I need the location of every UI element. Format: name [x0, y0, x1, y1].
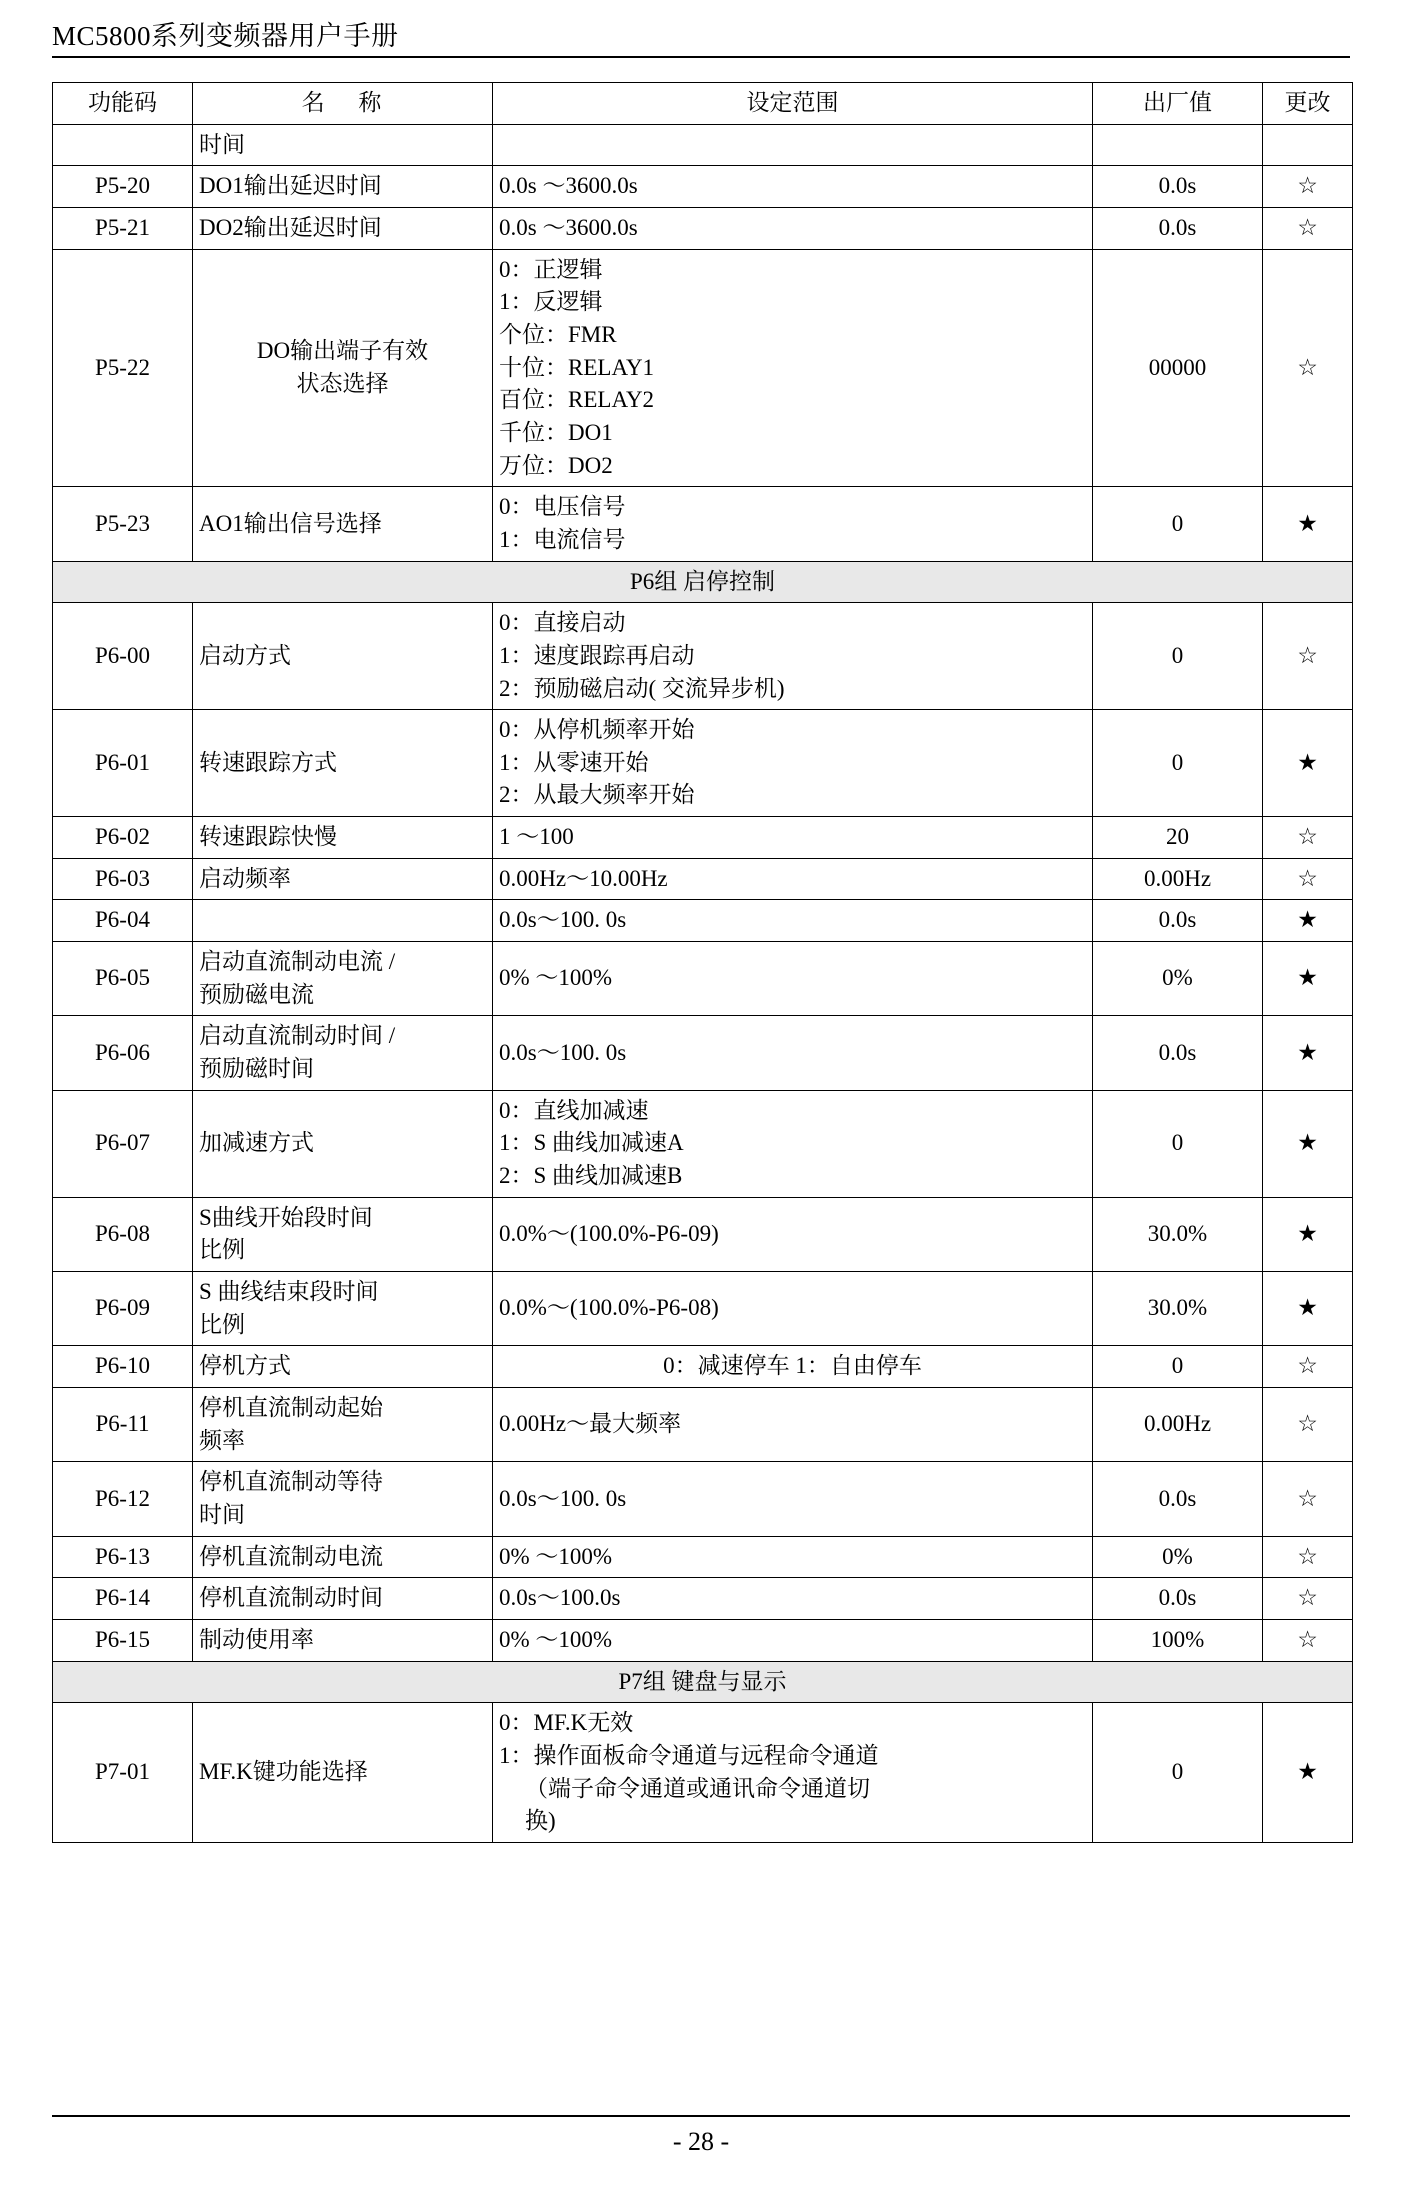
page-footer: [52, 2115, 1350, 2157]
cell-change-flag: ★: [1263, 487, 1353, 561]
cell-change-flag: ★: [1263, 1703, 1353, 1843]
cell-name: MF.K键功能选择: [193, 1703, 493, 1843]
cell-change-flag: ☆: [1263, 249, 1353, 487]
cell-change-flag: ☆: [1263, 1619, 1353, 1661]
footer-divider: [52, 2115, 1350, 2117]
cell-setting-range: 0.0s ～3600.0s: [493, 166, 1093, 208]
column-header-code: 功能码: [53, 83, 193, 125]
table-body: [53, 124, 1353, 1842]
table-header-row: [53, 83, 1353, 125]
cell-setting-range: 0.0%～(100.0%-P6-09): [493, 1197, 1093, 1271]
cell-change-flag: ☆: [1263, 817, 1353, 859]
cell-setting-range: 0：MF.K无效 1：操作面板命令通道与远程命令通道 （端子命令通道或通讯命令通道切 换): [493, 1703, 1093, 1843]
cell-function-code: P6-07: [53, 1090, 193, 1197]
cell-name: 转速跟踪快慢: [193, 817, 493, 859]
cell-change-flag: ★: [1263, 710, 1353, 817]
cell-setting-range: 0% ～100%: [493, 1536, 1093, 1578]
cell-factory-default: 20: [1093, 817, 1263, 859]
cell-function-code: P6-08: [53, 1197, 193, 1271]
page-header: [52, 0, 1350, 54]
cell-function-code: P6-05: [53, 942, 193, 1016]
cell-function-code: [53, 124, 193, 166]
cell-name: 启动直流制动电流 / 预励磁电流: [193, 942, 493, 1016]
cell-setting-range: 0：电压信号 1：电流信号: [493, 487, 1093, 561]
cell-function-code: P6-15: [53, 1619, 193, 1661]
cell-change-flag: ☆: [1263, 603, 1353, 710]
cell-change-flag: ☆: [1263, 166, 1353, 208]
cell-setting-range: 0.0s～100. 0s: [493, 1462, 1093, 1536]
cell-function-code: P6-10: [53, 1346, 193, 1388]
cell-factory-default: 0: [1093, 1090, 1263, 1197]
cell-factory-default: 00000: [1093, 249, 1263, 487]
cell-factory-default: 0.00Hz: [1093, 858, 1263, 900]
cell-name: 启动直流制动时间 / 预励磁时间: [193, 1016, 493, 1090]
cell-name: S曲线开始段时间 比例: [193, 1197, 493, 1271]
table-row: [53, 1346, 1353, 1388]
cell-name: 转速跟踪方式: [193, 710, 493, 817]
cell-change-flag: ★: [1263, 1197, 1353, 1271]
table-row: [53, 942, 1353, 1016]
cell-name: S 曲线结束段时间 比例: [193, 1272, 493, 1346]
column-header-name: [193, 83, 493, 125]
cell-change-flag: ☆: [1263, 1387, 1353, 1461]
cell-setting-range: 0.00Hz～最大频率: [493, 1387, 1093, 1461]
table-row: [53, 487, 1353, 561]
table-row: [53, 207, 1353, 249]
column-header-default: 出厂值: [1093, 83, 1263, 125]
cell-factory-default: 0.0s: [1093, 1016, 1263, 1090]
cell-name: DO输出端子有效 状态选择: [193, 249, 493, 487]
cell-change-flag: ★: [1263, 1016, 1353, 1090]
cell-setting-range: 0.0s～100. 0s: [493, 1016, 1093, 1090]
cell-function-code: P6-11: [53, 1387, 193, 1461]
table-row: [53, 1016, 1353, 1090]
cell-name: 加减速方式: [193, 1090, 493, 1197]
table-row: [53, 1619, 1353, 1661]
parameter-table: [52, 82, 1353, 1843]
cell-function-code: P6-01: [53, 710, 193, 817]
cell-setting-range: 0% ～100%: [493, 942, 1093, 1016]
cell-factory-default: 0.0s: [1093, 900, 1263, 942]
table-row: [53, 1090, 1353, 1197]
table-row: [53, 1387, 1353, 1461]
cell-name: 停机方式: [193, 1346, 493, 1388]
cell-change-flag: ★: [1263, 1272, 1353, 1346]
cell-function-code: P5-23: [53, 487, 193, 561]
table-row: [53, 603, 1353, 710]
cell-setting-range: [493, 124, 1093, 166]
cell-change-flag: ★: [1263, 900, 1353, 942]
cell-setting-range: 0.0s ～3600.0s: [493, 207, 1093, 249]
cell-setting-range: 1 ～100: [493, 817, 1093, 859]
cell-change-flag: ☆: [1263, 207, 1353, 249]
group-label: P7组 键盘与显示: [53, 1661, 1353, 1703]
cell-name: DO2输出延迟时间: [193, 207, 493, 249]
table-row: [53, 900, 1353, 942]
table-row: [53, 249, 1353, 487]
cell-factory-default: 0.0s: [1093, 166, 1263, 208]
cell-function-code: P6-13: [53, 1536, 193, 1578]
page-number: - 28 -: [672, 2127, 730, 2156]
cell-factory-default: 30.0%: [1093, 1272, 1263, 1346]
cell-setting-range: 0：减速停车 1：自由停车: [493, 1346, 1093, 1388]
cell-factory-default: 0.0s: [1093, 1462, 1263, 1536]
cell-setting-range: 0：直接启动 1：速度跟踪再启动 2：预励磁启动( 交流异步机): [493, 603, 1093, 710]
table-row: [53, 166, 1353, 208]
cell-setting-range: 0% ～100%: [493, 1619, 1093, 1661]
cell-function-code: P6-03: [53, 858, 193, 900]
cell-change-flag: ☆: [1263, 1346, 1353, 1388]
table-row: [53, 1462, 1353, 1536]
table-row: [53, 1536, 1353, 1578]
cell-function-code: P6-06: [53, 1016, 193, 1090]
table-row: [53, 710, 1353, 817]
cell-factory-default: [1093, 124, 1263, 166]
cell-change-flag: ★: [1263, 942, 1353, 1016]
cell-factory-default: 0%: [1093, 1536, 1263, 1578]
cell-factory-default: 0: [1093, 1346, 1263, 1388]
cell-setting-range: 0.0%～(100.0%-P6-08): [493, 1272, 1093, 1346]
cell-name: DO1输出延迟时间: [193, 166, 493, 208]
column-header-name-label: 名 称: [301, 90, 396, 115]
cell-function-code: P5-20: [53, 166, 193, 208]
cell-name: 时间: [193, 124, 493, 166]
cell-function-code: P5-21: [53, 207, 193, 249]
table-row: [53, 1197, 1353, 1271]
cell-function-code: P6-12: [53, 1462, 193, 1536]
cell-factory-default: 100%: [1093, 1619, 1263, 1661]
cell-factory-default: 0.0s: [1093, 207, 1263, 249]
column-header-change: 更改: [1263, 83, 1353, 125]
table-row: [53, 858, 1353, 900]
cell-name: AO1输出信号选择: [193, 487, 493, 561]
cell-name: 停机直流制动时间: [193, 1578, 493, 1620]
cell-change-flag: [1263, 124, 1353, 166]
cell-factory-default: 0.00Hz: [1093, 1387, 1263, 1461]
cell-factory-default: 0: [1093, 1703, 1263, 1843]
table-row: [53, 124, 1353, 166]
cell-change-flag: ☆: [1263, 858, 1353, 900]
header-title: MC5800系列变频器用户手册: [52, 21, 399, 51]
cell-setting-range: 0.0s～100.0s: [493, 1578, 1093, 1620]
table-row: [53, 1703, 1353, 1843]
cell-change-flag: ☆: [1263, 1462, 1353, 1536]
cell-setting-range: 0：直线加减速 1：S 曲线加减速A 2：S 曲线加减速B: [493, 1090, 1093, 1197]
cell-name: [193, 900, 493, 942]
table-group-row: [53, 561, 1353, 603]
cell-setting-range: 0：从停机频率开始 1：从零速开始 2：从最大频率开始: [493, 710, 1093, 817]
cell-name: 启动方式: [193, 603, 493, 710]
table-row: [53, 1272, 1353, 1346]
cell-name: 停机直流制动起始 频率: [193, 1387, 493, 1461]
cell-setting-range: 0：正逻辑 1：反逻辑 个位：FMR 十位：RELAY1 百位：RELAY2 千位：DO1 万位：DO2: [493, 249, 1093, 487]
cell-function-code: P6-14: [53, 1578, 193, 1620]
cell-setting-range: 0.0s～100. 0s: [493, 900, 1093, 942]
table-row: [53, 817, 1353, 859]
cell-factory-default: 0: [1093, 603, 1263, 710]
header-divider: [52, 56, 1350, 58]
cell-function-code: P6-00: [53, 603, 193, 710]
cell-name: 制动使用率: [193, 1619, 493, 1661]
cell-factory-default: 0: [1093, 487, 1263, 561]
cell-factory-default: 0%: [1093, 942, 1263, 1016]
cell-name: 停机直流制动等待 时间: [193, 1462, 493, 1536]
cell-name: 停机直流制动电流: [193, 1536, 493, 1578]
cell-factory-default: 0: [1093, 710, 1263, 817]
cell-function-code: P7-01: [53, 1703, 193, 1843]
cell-change-flag: ☆: [1263, 1578, 1353, 1620]
group-label: P6组 启停控制: [53, 561, 1353, 603]
table-group-row: [53, 1661, 1353, 1703]
cell-function-code: P5-22: [53, 249, 193, 487]
column-header-range: 设定范围: [493, 83, 1093, 125]
cell-factory-default: 0.0s: [1093, 1578, 1263, 1620]
cell-name: 启动频率: [193, 858, 493, 900]
cell-function-code: P6-09: [53, 1272, 193, 1346]
cell-factory-default: 30.0%: [1093, 1197, 1263, 1271]
cell-change-flag: ☆: [1263, 1536, 1353, 1578]
cell-setting-range: 0.00Hz～10.00Hz: [493, 858, 1093, 900]
cell-change-flag: ★: [1263, 1090, 1353, 1197]
table-row: [53, 1578, 1353, 1620]
cell-function-code: P6-04: [53, 900, 193, 942]
cell-function-code: P6-02: [53, 817, 193, 859]
